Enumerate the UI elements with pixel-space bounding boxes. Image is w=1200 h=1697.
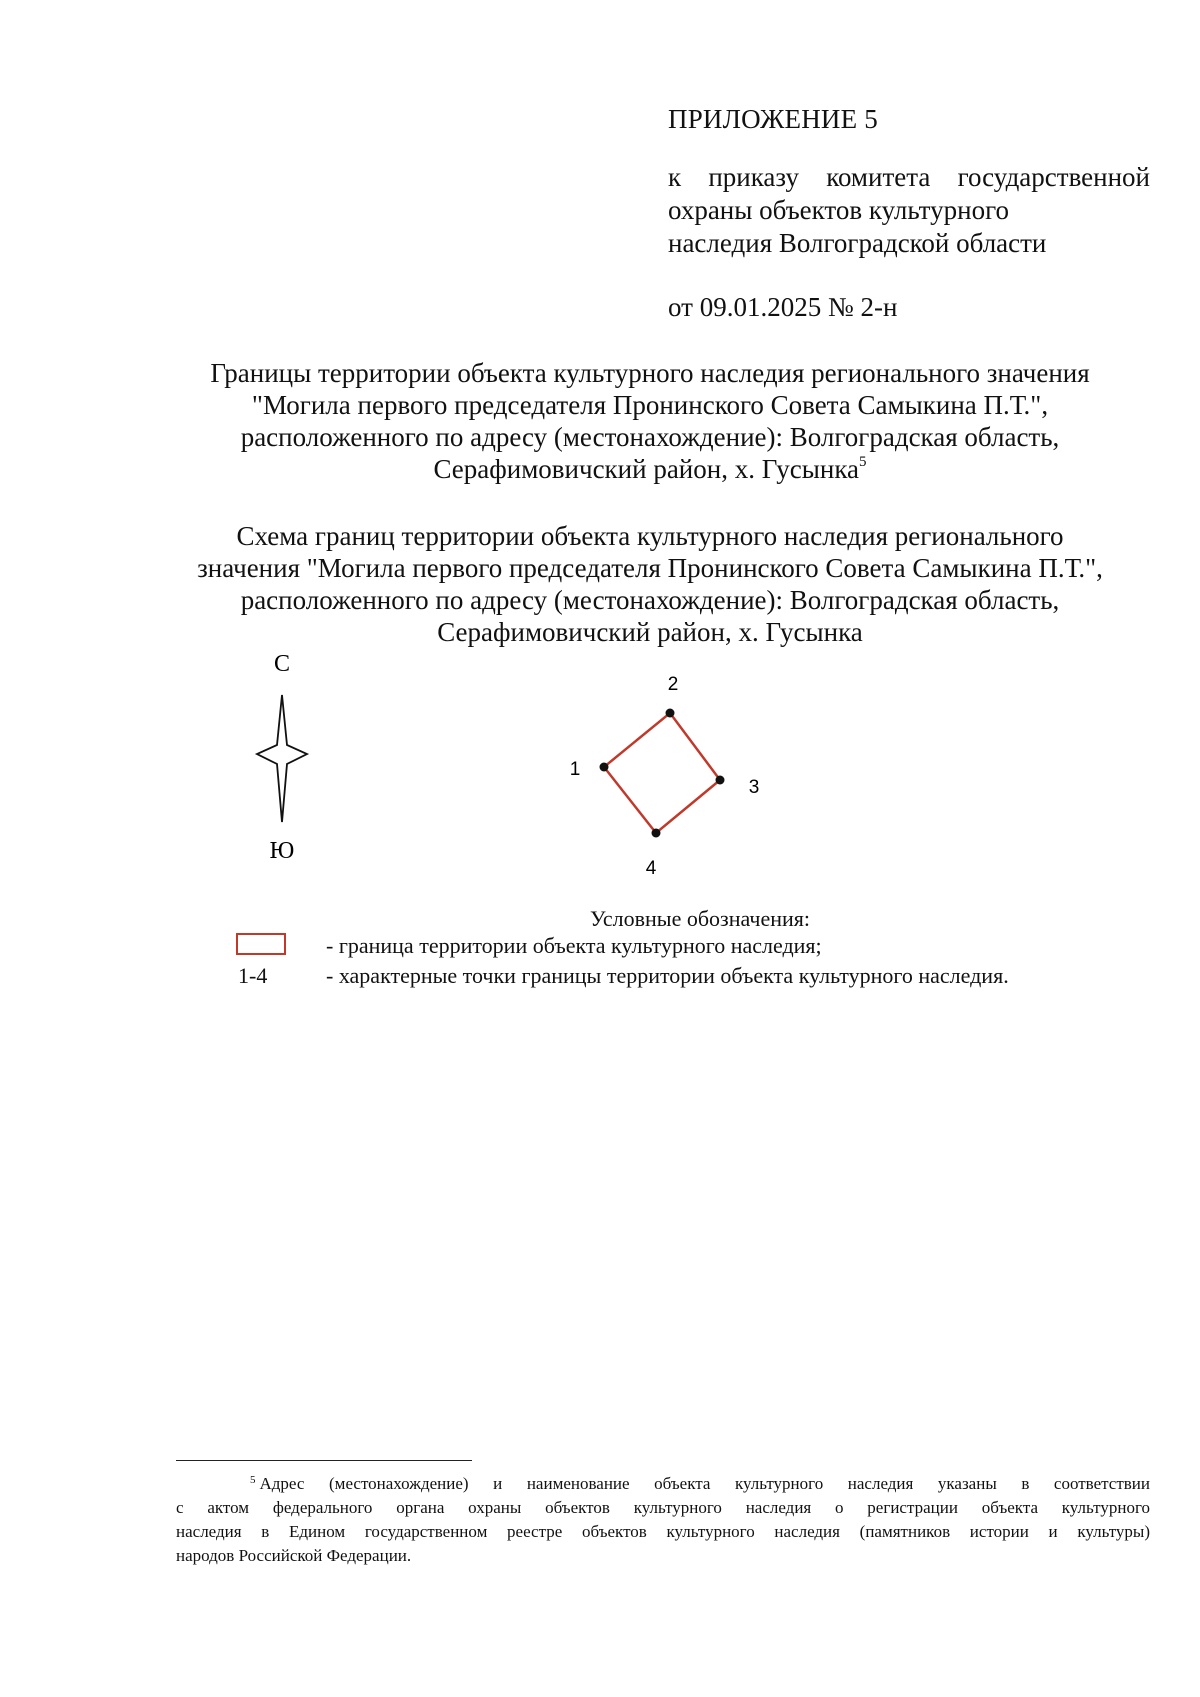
scheme-title-line: расположенного по адресу (местонахождение): Волгоградская область, (240, 585, 1060, 615)
footnote (176, 1472, 1150, 1568)
scheme-title-line: Схема границ территории объекта культурного наследия регионального (236, 521, 1064, 551)
boundary-point-label-3: 3 (748, 777, 760, 798)
scheme-title (150, 520, 1150, 648)
order-date-number: от 09.01.2025 № 2-н (668, 292, 898, 322)
document-title-line: "Могила первого председателя Пронинского Совета Самыкина П.Т.", (251, 390, 1049, 420)
north-arrow-shape (257, 695, 307, 822)
appendix-title: ПРИЛОЖЕНИЕ 5 (668, 104, 878, 134)
boundary-point-label-1: 1 (569, 759, 581, 780)
legend-points-text: - характерные точки границы территории объекта культурного наследия. (326, 963, 1009, 988)
footnote-line: наследия в Едином государственном реестре объектов культурного наследия (памятников истории и культуры) (176, 1522, 1150, 1541)
footnote-separator (176, 1460, 472, 1461)
north-arrow-icon (257, 695, 307, 822)
order-reference-line: к приказу комитета государственной (668, 162, 1150, 192)
document-title-line: расположенного по адресу (местонахождение): Волгоградская область, (240, 422, 1060, 452)
order-reference (668, 161, 1150, 260)
boundary-point-1 (600, 763, 609, 772)
boundary-point-2 (666, 709, 675, 718)
document-title-line (150, 453, 1150, 485)
scheme-title-line: Серафимовичский район, х. Гусынка (437, 617, 863, 647)
footnote-line-text: Адрес (местонахождение) и наименование объекта культурного наследия указаны в соответствии (259, 1474, 1150, 1493)
boundary-point-3 (716, 776, 725, 785)
heritage-boundary-line (604, 713, 720, 833)
document-title-line-text: Серафимовичский район, х. Гусынка (433, 454, 860, 484)
boundary-point-4 (652, 829, 661, 838)
legend-boundary-swatch (236, 933, 286, 955)
order-reference-line: наследия Волгоградской области (668, 228, 1047, 258)
compass-south-label: Ю (269, 838, 295, 864)
footnote-line: народов Российской Федерации. (176, 1546, 412, 1565)
compass-north-label: С (273, 651, 291, 677)
footnote-mark: 5 (250, 1474, 256, 1486)
boundary-point-label-4: 4 (645, 858, 657, 879)
document-title (150, 357, 1150, 485)
scheme-title-line: значения "Могила первого председателя Пронинского Совета Самыкина П.Т.", (197, 553, 1103, 583)
order-reference-line: охраны объектов культурного (668, 195, 1009, 225)
footnote-line: с актом федерального органа охраны объектов культурного наследия о регистрации объекта культурного (176, 1498, 1150, 1517)
legend-title: Условные обозначения: (589, 906, 811, 931)
boundary-point-label-2: 2 (667, 674, 679, 695)
legend-boundary-text: - граница территории объекта культурного наследия; (326, 933, 822, 958)
legend-points-range: 1-4 (238, 963, 268, 988)
footnote-line (176, 1472, 1150, 1496)
footnote-reference: 5 (859, 454, 867, 470)
document-title-line: Границы территории объекта культурного наследия регионального значения (210, 358, 1090, 388)
